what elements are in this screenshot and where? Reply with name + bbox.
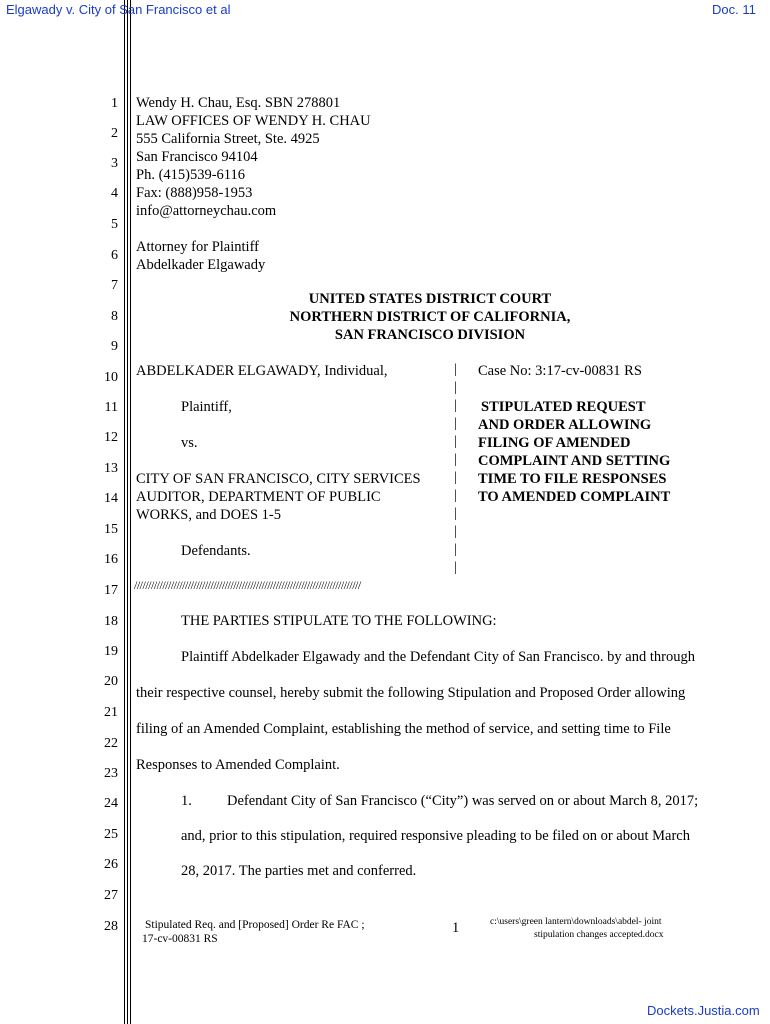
- defendants-line: AUDITOR, DEPARTMENT OF PUBLIC: [136, 489, 381, 505]
- line-number: 14: [104, 491, 118, 506]
- line-number: 3: [111, 156, 118, 171]
- line-number: 28: [104, 919, 118, 934]
- left-margin-rule-1: [124, 0, 125, 1024]
- body-line: their respective counsel, hereby submit the following Stipulation and Proposed Order allowing: [136, 685, 686, 701]
- case-title-link[interactable]: Elgawady v. City of San Francisco et al: [6, 2, 231, 17]
- line-number: 12: [104, 430, 118, 445]
- line-number: 4: [111, 186, 118, 201]
- line-number: 18: [104, 614, 118, 629]
- footer-case-number: 17-cv-00831 RS: [142, 933, 218, 945]
- line-number: 15: [104, 522, 118, 537]
- defendants-line: CITY OF SAN FRANCISCO, CITY SERVICES: [136, 471, 421, 487]
- line-number: 22: [104, 736, 118, 751]
- attorney-email: info@attorneychau.com: [136, 203, 277, 219]
- line-number: 26: [104, 857, 118, 872]
- court-division: SAN FRANCISCO DIVISION: [334, 327, 526, 343]
- justia-source-link[interactable]: Dockets.Justia.com: [647, 1003, 760, 1018]
- document-title-line: STIPULATED REQUEST: [481, 399, 646, 415]
- doc-number-link[interactable]: Doc. 11: [712, 2, 756, 17]
- court-name: UNITED STATES DISTRICT COURT: [308, 291, 552, 307]
- body-line: 28, 2017. The parties met and conferred.: [181, 863, 417, 879]
- attorney-for-line: Abdelkader Elgawady: [136, 257, 266, 273]
- left-margin-rule-2: [127, 0, 128, 1024]
- line-number: 8: [111, 309, 118, 324]
- line-number: 6: [111, 248, 118, 263]
- defendants-line: WORKS, and DOES 1-5: [136, 507, 281, 523]
- line-number: 21: [104, 705, 118, 720]
- court-district: NORTHERN DISTRICT OF CALIFORNIA,: [289, 309, 571, 325]
- item-number: 1.: [181, 793, 192, 809]
- footer-file-name: stipulation changes accepted.docx: [534, 930, 664, 940]
- footer-file-path: c:\users\green lantern\downloads\abdel- joint: [490, 917, 662, 927]
- defendants-role: Defendants.: [181, 543, 251, 559]
- body-line: Plaintiff Abdelkader Elgawady and the Defendant City of San Francisco. by and through: [181, 649, 695, 665]
- line-number: 10: [104, 370, 118, 385]
- line-number: 7: [111, 278, 118, 293]
- document-title-line: TO AMENDED COMPLAINT: [478, 489, 671, 505]
- stipulation-heading: THE PARTIES STIPULATE TO THE FOLLOWING:: [181, 613, 497, 629]
- line-number: 2: [111, 126, 118, 141]
- body-line: filing of an Amended Complaint, establishing the method of service, and setting time to File: [136, 721, 671, 737]
- versus: vs.: [181, 435, 198, 451]
- line-number: 13: [104, 461, 118, 476]
- attorney-line: Fax: (888)958-1953: [136, 185, 253, 201]
- line-number: 9: [111, 339, 118, 354]
- line-number: 1: [111, 96, 118, 111]
- body-line: and, prior to this stipulation, required responsive pleading to be filed on or about March: [181, 828, 690, 844]
- document-title-line: TIME TO FILE RESPONSES: [478, 471, 667, 487]
- document-title-line: COMPLAINT AND SETTING: [478, 453, 671, 469]
- slash-separator: ////////////////////////////////////////////////////////////////////////////////: [134, 578, 361, 592]
- attorney-line: Ph. (415)539-6116: [136, 167, 246, 183]
- attorney-for-line: Attorney for Plaintiff: [136, 239, 259, 255]
- line-number: 19: [104, 644, 118, 659]
- attorney-line: 555 California Street, Ste. 4925: [136, 131, 320, 147]
- attorney-line: San Francisco 94104: [136, 149, 258, 165]
- document-title-line: AND ORDER ALLOWING: [478, 417, 652, 433]
- plaintiff-name: ABDELKADER ELGAWADY, Individual,: [136, 363, 388, 379]
- line-number: 20: [104, 674, 118, 689]
- line-number: 27: [104, 888, 118, 903]
- line-number: 16: [104, 552, 118, 567]
- body-line: Defendant City of San Francisco (“City”) was served on or about March 8, 2017;: [227, 793, 699, 809]
- left-margin-rule-3: [130, 0, 131, 1024]
- line-number: 11: [104, 400, 118, 415]
- line-number: 17: [104, 583, 118, 598]
- plaintiff-role: Plaintiff,: [181, 399, 232, 415]
- line-number: 25: [104, 827, 118, 842]
- line-number: 24: [104, 796, 118, 811]
- case-number: Case No: 3:17-cv-00831 RS: [478, 363, 642, 379]
- page-number: 1: [452, 920, 460, 936]
- attorney-line: LAW OFFICES OF WENDY H. CHAU: [136, 113, 371, 129]
- line-number: 23: [104, 766, 118, 781]
- body-line: Responses to Amended Complaint.: [136, 757, 340, 773]
- document-title-line: FILING OF AMENDED: [478, 435, 631, 451]
- footer-doc-title: Stipulated Req. and [Proposed] Order Re FAC ;: [145, 919, 365, 931]
- line-number: 5: [111, 217, 118, 232]
- attorney-line: Wendy H. Chau, Esq. SBN 278801: [136, 95, 341, 111]
